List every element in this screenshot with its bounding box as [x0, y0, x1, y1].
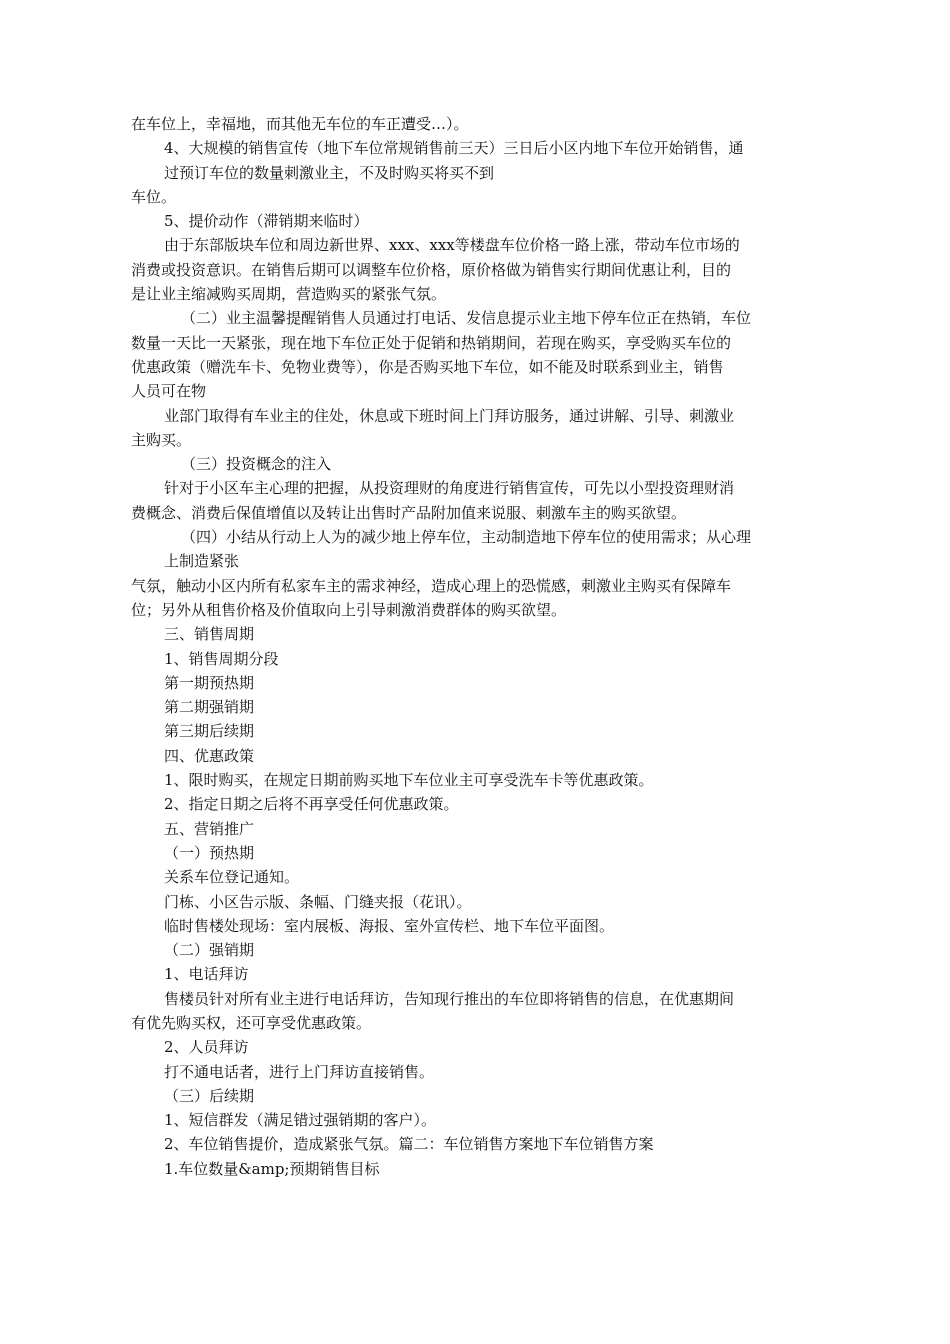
text-line: 主购买。: [131, 430, 192, 449]
text-line: 第二期强销期: [164, 698, 255, 717]
text-line: 针对于小区车主心理的把握，从投资理财的角度进行销售宣传，可先以小型投资理财消: [164, 479, 735, 498]
text-line: 第三期后续期: [164, 722, 255, 741]
document-body: [131, 112, 823, 1181]
text-line: 1、限时购买，在规定日期前购买地下车位业主可享受洗车卡等优惠政策。: [164, 771, 654, 790]
text-line: （二）业主温馨提醒销售人员通过打电话、发信息提示业主地下停车位正在热销，车位: [181, 309, 752, 328]
text-line: 消费或投资意识。在销售后期可以调整车位价格，原价格做为销售实行期间优惠让利，目的: [131, 260, 732, 279]
text-line: 优惠政策（赠洗车卡、免物业费等），你是否购买地下车位，如不能及时联系到业主，销售: [131, 357, 724, 376]
text-line: （三）投资概念的注入: [181, 455, 332, 474]
text-line: 费概念、消费后保值增值以及转让出售时产品附加值来说服、刺激车主的购买欲望。: [131, 503, 687, 522]
text-line: 第一期预热期: [164, 673, 255, 692]
section-heading: 四、优惠政策: [164, 746, 255, 765]
text-line: 气氛，触动小区内所有私家车主的需求神经，造成心理上的恐慌感，刺激业主购买有保障车: [131, 576, 732, 595]
text-line: 关系车位登记通知。: [164, 868, 300, 887]
text-line: 4、大规模的销售宣传（地下车位常规销售前三天）三日后小区内地下车位开始销售，通: [164, 139, 744, 158]
text-line: （二）强销期: [164, 941, 255, 960]
text-line: 数量一天比一天紧张，现在地下车位正处于促销和热销期间，若现在购买，享受购买车位的: [131, 333, 732, 352]
text-line: 有优先购买权，还可享受优惠政策。: [131, 1013, 372, 1032]
text-line: 车位。: [131, 187, 177, 206]
text-line: 1.车位数量&amp;预期销售目标: [164, 1159, 380, 1178]
text-line: 门栋、小区告示版、条幅、门缝夹报（花讯）。: [164, 892, 472, 911]
text-line: 5、提价动作（滞销期来临时）: [164, 212, 369, 231]
text-line: 1、销售周期分段: [164, 649, 279, 668]
text-line: 由于东部版块车位和周边新世界、xxx、xxx等楼盘车位价格一路上涨，带动车位市场的: [164, 236, 740, 255]
text-line: 上制造紧张: [164, 552, 240, 571]
text-line: （四）小结从行动上人为的减少地上停车位，主动制造地下停车位的使用需求；从心理: [181, 528, 752, 547]
text-line: 临时售楼处现场：室内展板、海报、室外宣传栏、地下车位平面图。: [164, 916, 615, 935]
text-line: （三）后续期: [164, 1086, 255, 1105]
text-line: 1、短信群发（满足错过强销期的客户）。: [164, 1111, 437, 1130]
text-line: 1、电话拜访: [164, 965, 249, 984]
text-line: 是让业主缩减购买周期，营造购买的紧张气氛。: [131, 285, 447, 304]
text-line: 业部门取得有车业主的住处，休息或下班时间上门拜访服务，通过讲解、引导、刺激业: [164, 406, 735, 425]
text-line: 售楼员针对所有业主进行电话拜访，告知现行推出的车位即将销售的信息，在优惠期间: [164, 989, 735, 1008]
text-line: 位；另外从租售价格及价值取向上引导刺激消费群体的购买欲望。: [131, 600, 567, 619]
text-line: 2、车位销售提价，造成紧张气氛。篇二：车位销售方案地下车位销售方案: [164, 1135, 654, 1154]
text-line: 打不通电话者，进行上门拜访直接销售。: [164, 1062, 435, 1081]
section-heading: 三、销售周期: [164, 625, 255, 644]
text-line: 2、指定日期之后将不再享受任何优惠政策。: [164, 795, 459, 814]
text-line: 2、人员拜访: [164, 1038, 249, 1057]
text-line: 过预订车位的数量刺激业主，不及时购买将买不到: [164, 163, 495, 182]
section-heading: 五、营销推广: [164, 819, 255, 838]
text-line: 人员可在物: [131, 382, 207, 401]
text-line: （一）预热期: [164, 843, 255, 862]
text-line: 在车位上，幸福地，而其他无车位的车正遭受…）。: [131, 115, 469, 133]
